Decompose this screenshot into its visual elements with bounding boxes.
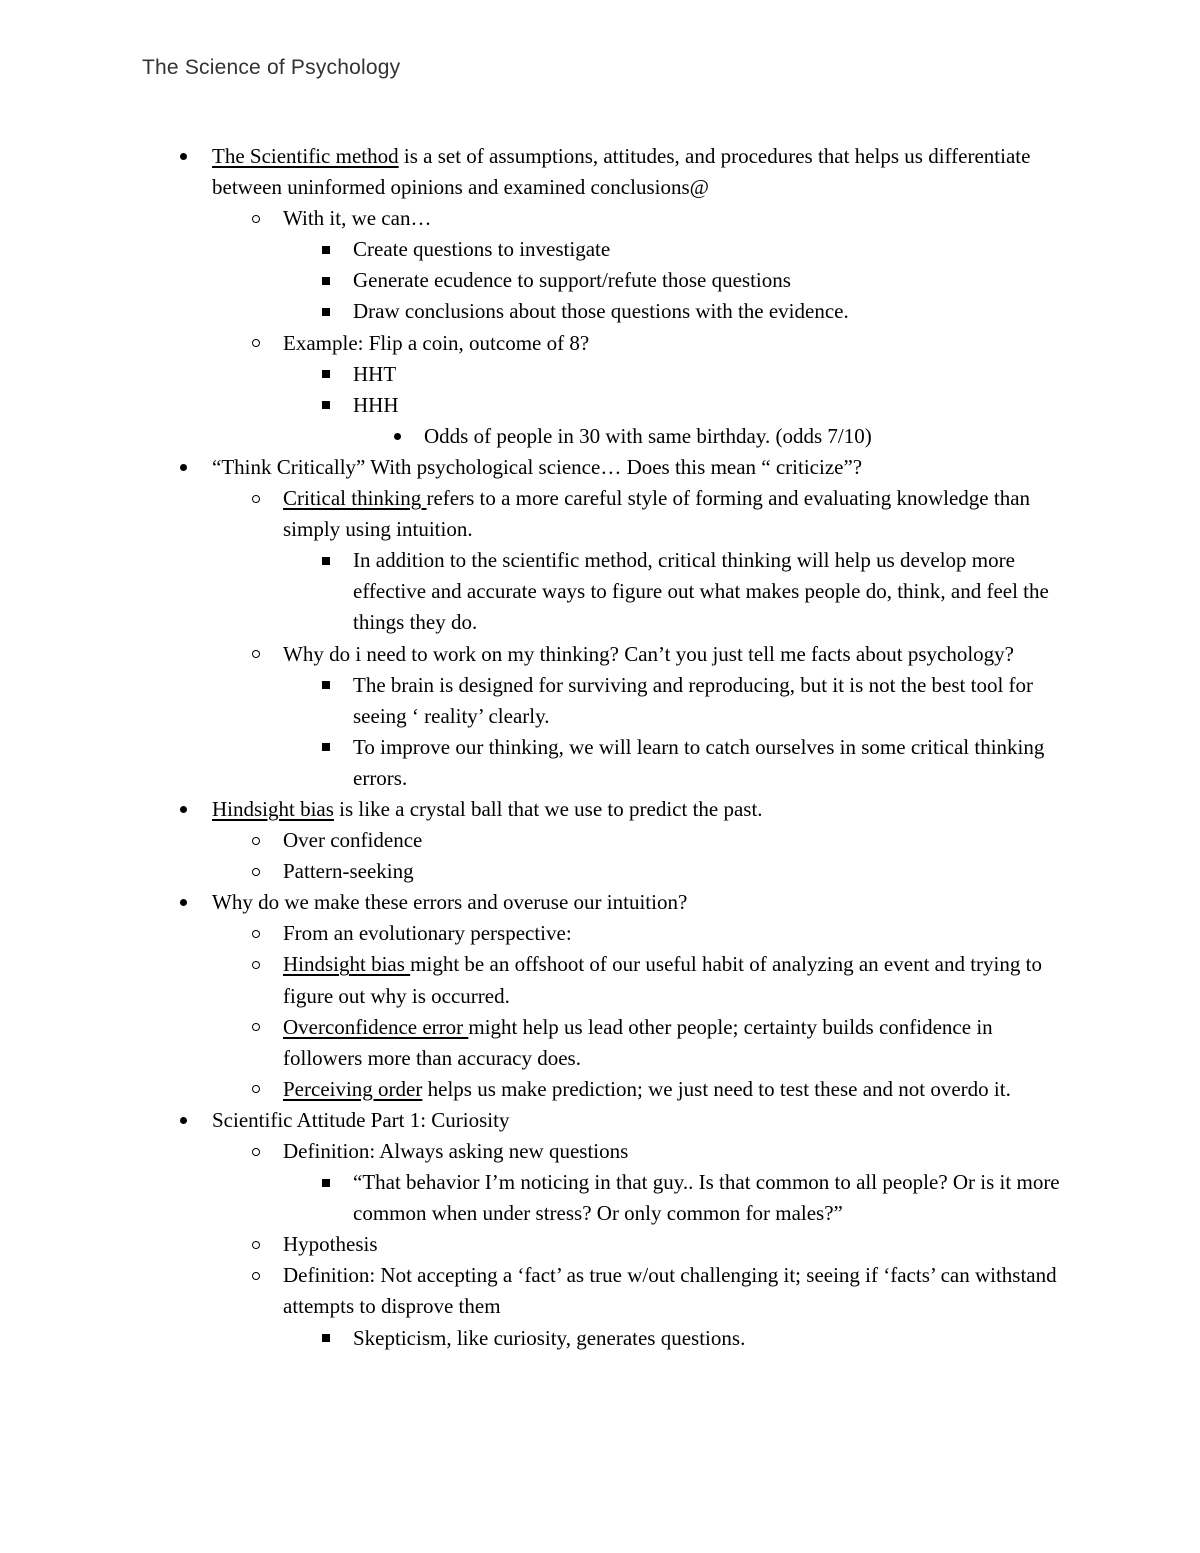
list-item — [283, 328, 1063, 359]
list-item-text: With it, we can… — [283, 206, 432, 231]
bullet-dot-icon — [175, 1105, 191, 1136]
list-item — [283, 856, 1063, 887]
underlined-term: Hindsight bias — [212, 796, 334, 821]
bullet-circle-icon — [248, 1012, 264, 1043]
list-item — [212, 794, 1062, 825]
list-item — [283, 1012, 1063, 1074]
list-item — [212, 141, 1062, 203]
list-item-text: “That behavior I’m noticing in that guy.. Is that common to all people? Or is it more common when under stress? Or only common for males?” — [353, 1170, 1060, 1226]
bullet-square-icon — [318, 234, 334, 265]
list-item — [424, 421, 1064, 452]
bullet-square-icon — [318, 296, 334, 327]
list-item — [212, 1105, 1062, 1136]
list-item-text: Hypothesis — [283, 1232, 378, 1257]
list-item-text: Definition: Not accepting a ‘fact’ as true w/out challenging it; seeing if ‘facts’ can withstand attempts to disprove them — [283, 1263, 1057, 1319]
list-item — [283, 639, 1063, 670]
list-item — [353, 545, 1063, 638]
bullet-dot-icon — [175, 794, 191, 825]
bullet-square-icon — [318, 1167, 334, 1198]
list-item — [283, 1136, 1063, 1167]
list-item-text: Draw conclusions about those questions with the evidence. — [353, 299, 849, 324]
list-item-text: In addition to the scientific method, critical thinking will help us develop more effective and accurate ways to figure out what makes people do, think, and feel the things they do. — [353, 548, 1049, 635]
list-item — [353, 234, 1063, 265]
list-item — [283, 918, 1063, 949]
bullet-circle-icon — [248, 1136, 264, 1167]
bullet-square-icon — [318, 545, 334, 576]
list-item-text: “Think Critically” With psychological science… Does this mean “ criticize”? — [212, 454, 863, 479]
list-item-text: Example: Flip a coin, outcome of 8? — [283, 330, 590, 355]
bullet-square-icon — [318, 732, 334, 763]
list-item — [283, 1229, 1063, 1260]
bullet-circle-icon — [248, 328, 264, 359]
bullet-circle-icon — [248, 1260, 264, 1291]
bullet-square-icon — [318, 265, 334, 296]
list-item-text: refers to a more careful style of forming and evaluating knowledge than simply using intuition. — [283, 486, 1031, 542]
bullet-circle-icon — [248, 1229, 264, 1260]
list-item — [283, 825, 1063, 856]
list-item-text: is a set of assumptions, attitudes, and procedures that helps us differentiate between uninformed opinions and examined conclusions@ — [212, 144, 1031, 200]
bullet-square-icon — [318, 359, 334, 390]
list-item-text: The brain is designed for surviving and reproducing, but it is not the best tool for seeing ‘ reality’ clearly. — [353, 672, 1034, 728]
bullet-dot-icon — [175, 887, 191, 918]
list-item — [283, 949, 1063, 1011]
underlined-term: Perceiving order — [283, 1076, 423, 1101]
page-title: The Science of Psychology — [142, 56, 401, 79]
bullet-square-icon — [318, 670, 334, 701]
list-item-text: Generate ecudence to support/refute those questions — [353, 268, 791, 293]
list-item-text: Over confidence — [283, 828, 423, 853]
notes-list — [0, 141, 1200, 1354]
list-item-text: helps us make prediction; we just need to test these and not overdo it. — [422, 1076, 1011, 1101]
list-item — [283, 1074, 1063, 1105]
bullet-dot-icon — [175, 141, 191, 172]
list-item-text: HHT — [353, 361, 397, 386]
list-item — [353, 296, 1063, 327]
underlined-term: Overconfidence error — [283, 1014, 469, 1039]
list-item — [212, 887, 1062, 918]
list-item-text: is like a crystal ball that we use to predict the past. — [333, 796, 763, 821]
underlined-term: Hindsight bias — [283, 952, 411, 977]
list-item — [353, 1323, 1063, 1354]
list-item-text: might help us lead other people; certainty builds confidence in followers more than accuracy does. — [283, 1014, 993, 1070]
list-item — [212, 452, 1062, 483]
list-item-text: Why do we make these errors and overuse our intuition? — [212, 890, 688, 915]
list-item — [353, 670, 1063, 732]
bullet-circle-icon — [248, 918, 264, 949]
bullet-dot-icon — [175, 452, 191, 483]
bullet-circle-icon — [248, 825, 264, 856]
bullet-circle-icon — [248, 483, 264, 514]
list-item-text: Scientific Attitude Part 1: Curiosity — [212, 1107, 510, 1132]
list-item — [353, 390, 1063, 421]
list-item — [353, 732, 1063, 794]
bullet-circle-icon — [248, 639, 264, 670]
list-item-text: might be an offshoot of our useful habit of analyzing an event and trying to figure out why is occurred. — [283, 952, 1042, 1008]
underlined-term: Critical thinking — [283, 486, 427, 511]
list-item — [283, 483, 1063, 545]
list-item-text: Create questions to investigate — [353, 237, 611, 262]
list-item — [353, 1167, 1063, 1229]
bullet-dot-icon — [389, 421, 405, 452]
bullet-square-icon — [318, 390, 334, 421]
list-item-text: From an evolutionary perspective: — [283, 921, 572, 946]
list-item — [353, 265, 1063, 296]
list-item-text: Odds of people in 30 with same birthday. (odds 7/10) — [424, 423, 872, 448]
list-item-text: Why do i need to work on my thinking? Can’t you just tell me facts about psychology? — [283, 641, 1014, 666]
underlined-term: The Scientific method — [212, 144, 399, 168]
list-item-text: Skepticism, like curiosity, generates questions. — [353, 1325, 746, 1350]
bullet-circle-icon — [248, 203, 264, 234]
list-item-text: Definition: Always asking new questions — [283, 1139, 629, 1163]
list-item — [283, 203, 1063, 234]
bullet-circle-icon — [248, 949, 264, 980]
bullet-circle-icon — [248, 1074, 264, 1105]
bullet-circle-icon — [248, 856, 264, 887]
list-item-text: HHH — [353, 392, 399, 417]
list-item-text: Pattern-seeking — [283, 859, 414, 884]
list-item — [283, 1260, 1063, 1322]
list-item — [353, 359, 1063, 390]
bullet-square-icon — [318, 1323, 334, 1354]
list-item-text: To improve our thinking, we will learn to catch ourselves in some critical thinking errors. — [353, 734, 1045, 790]
